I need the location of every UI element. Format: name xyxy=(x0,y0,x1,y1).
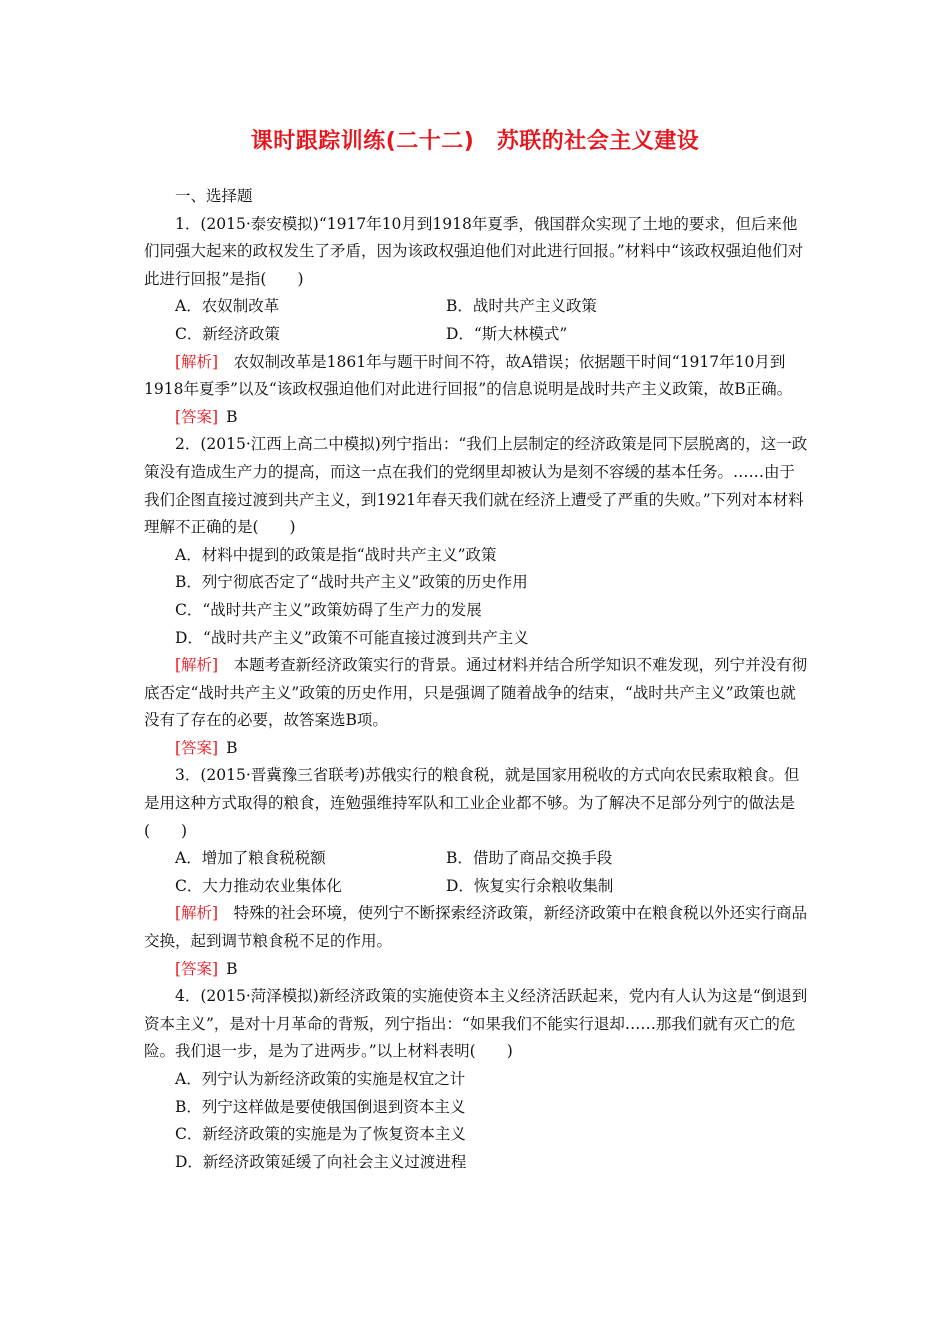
answer-tag: [答案] xyxy=(175,407,219,426)
question-1-stem: 1．(2015·泰安模拟)“1917年10月到1918年夏季，俄国群众实现了土地的要求，但后来他们同强大起来的政权发生了矛盾，因为该政权强迫他们对此进行回报。”材料中“该政权强迫他们对此进行回报”是指( ) xyxy=(144,214,804,288)
analysis-tag: [解析] xyxy=(175,656,219,675)
question-1-option-d: D．“斯大林模式” xyxy=(446,324,568,343)
question-2-option-c: C．“战时共产主义”政策妨碍了生产力的发展 xyxy=(175,600,482,619)
question-2-answer xyxy=(144,735,810,763)
question-3-option-c: C．大力推动农业集体化 xyxy=(175,876,342,895)
question-3-analysis xyxy=(144,900,810,955)
question-1-answer xyxy=(144,404,810,432)
analysis-tag: [解析] xyxy=(175,904,219,923)
question-4-option-c: C．新经济政策的实施是为了恢复资本主义 xyxy=(175,1125,466,1144)
question-1-option-b: B．战时共产主义政策 xyxy=(446,297,597,316)
question-3-stem: 3．(2015·晋冀豫三省联考)苏俄实行的粮食税，就是国家用税收的方式向农民索取粮食。但是用这种方式取得的粮食，连勉强维持军队和工业企业都不够。为了解决不足部分列宁的做法是( ) xyxy=(144,766,800,840)
question-1-analysis-text: 农奴制改革是1861年与题干时间不符，故A错误；依据题干时间“1917年10月到1918年夏季”以及“该政权强迫他们对此进行回报”的信息说明是战时共产主义政策，故B正确。 xyxy=(144,352,793,399)
question-4-stem: 4．(2015·菏泽模拟)新经济政策的实施使资本主义经济活跃起来，党内有人认为这是“倒退到资本主义”，是对十月革命的背叛，列宁指出：“如果我们不能实行退却……那我们就有灭亡的危险。我们退一步，是为了进两步。”以上材料表明( ) xyxy=(144,987,808,1061)
question-2-option-b: B．列宁彻底否定了“战时共产主义”政策的历史作用 xyxy=(175,573,528,592)
question-4-option-b: B．列宁这样做是要使俄国倒退到资本主义 xyxy=(175,1097,466,1116)
question-3-option-b: B．借助了商品交换手段 xyxy=(446,849,613,868)
question-1-options-row-1 xyxy=(144,293,810,321)
question-3-option-d: D．恢复实行余粮收集制 xyxy=(446,876,614,895)
question-4-option-d: D．新经济政策延缓了向社会主义过渡进程 xyxy=(175,1152,467,1171)
question-1-options-row-2 xyxy=(144,321,810,349)
question-2-answer-value: B xyxy=(226,738,238,757)
analysis-tag: [解析] xyxy=(175,352,219,371)
question-3-analysis-text: 特殊的社会环境，使列宁不断探索经济政策，新经济政策中在粮食税以外还实行商品交换，起到调节粮食税不足的作用。 xyxy=(144,904,808,951)
question-1-option-a: A．农奴制改革 xyxy=(175,297,280,316)
document-body xyxy=(144,183,810,1176)
question-3-options-row-1 xyxy=(144,845,810,873)
question-4-option-a: A．列宁认为新经济政策的实施是权宜之计 xyxy=(175,1070,466,1088)
answer-tag: [答案] xyxy=(175,738,219,757)
question-2-analysis-text: 本题考查新经济政策实行的背景。通过材料并结合所学知识不难发现，列宁并没有彻底否定“战时共产主义”政策的历史作用，只是强调了随着战争的结束，“战时共产主义”政策也就没有了存在的必要，故答案选B项。 xyxy=(144,656,808,730)
question-3-answer xyxy=(144,956,810,984)
page-title: 课时跟踪训练(二十二) 苏联的社会主义建设 xyxy=(250,129,700,154)
question-1-option-c: C．新经济政策 xyxy=(175,324,280,343)
question-2-option-d: D．“战时共产主义”政策不可能直接过渡到共产主义 xyxy=(175,628,529,647)
answer-tag: [答案] xyxy=(175,959,219,978)
question-2-option-a: A．材料中提到的政策是指“战时共产主义”政策 xyxy=(175,545,497,564)
question-3-options-row-2 xyxy=(144,873,810,901)
question-2-analysis xyxy=(144,652,810,735)
question-1-answer-value: B xyxy=(226,407,238,426)
question-3-option-a: A．增加了粮食税税额 xyxy=(175,849,326,868)
question-1-analysis xyxy=(144,349,810,404)
question-3-answer-value: B xyxy=(226,959,238,978)
question-2-stem: 2．(2015·江西上高二中模拟)列宁指出：“我们上层制定的经济政策是同下层脱离的，这一政策没有造成生产力的提高，而这一点在我们的党纲里却被认为是刻不容缓的基本任务。……由于我们企图直接过渡到共产主义，到1921年春天我们就在经济上遭受了严重的失败。”下列对本材料理解不正确的是( ) xyxy=(144,435,808,537)
section-heading: 一、选择题 xyxy=(175,187,253,205)
